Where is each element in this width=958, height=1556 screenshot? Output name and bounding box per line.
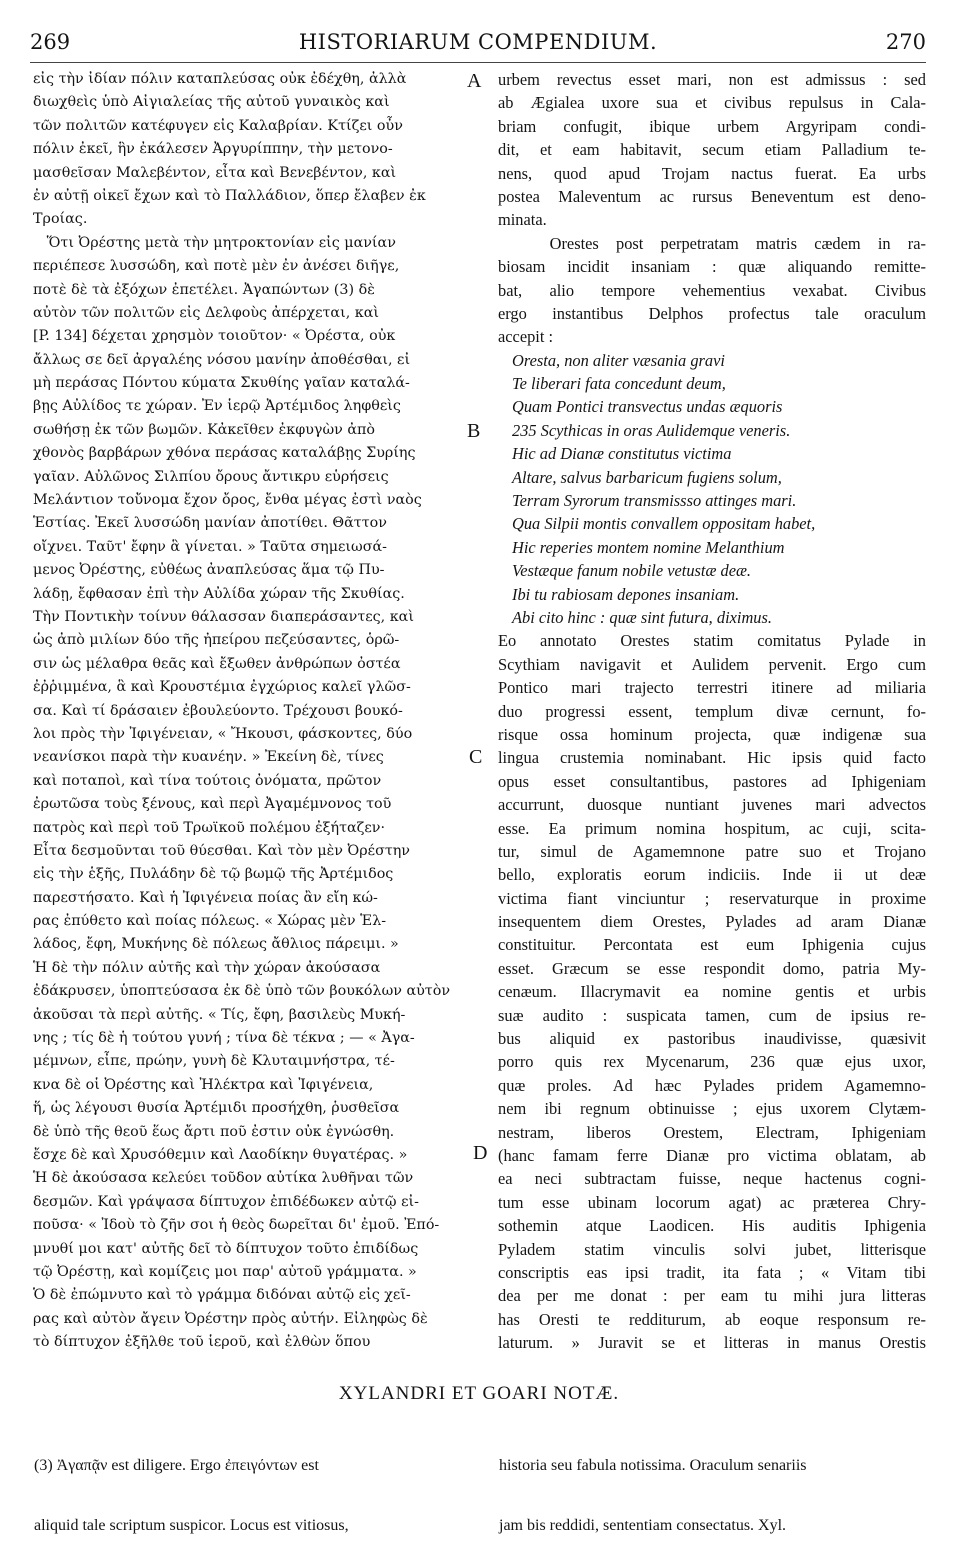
oracle-verse-line: Ibi tu rabiosam depones insaniam. — [512, 584, 740, 604]
oracle-verse-line: Vestæque fanum nobile vetustæ deæ. — [512, 561, 751, 581]
greek-text-line: πατρὸς καὶ περὶ τοῦ Τρωϊκοῦ πολέμου ἐξήταζεν· — [33, 819, 386, 836]
latin-text-line: risque ossa hominum projecta, quæ indigenæ sua — [498, 724, 926, 744]
greek-text-line: Εἶτα δεσμοῦνται τοῦ θύεσθαι. Καὶ τὸν μὲν Ὀρέστην — [33, 842, 410, 859]
greek-text-line: δὲ ὑπὸ τῆς θεοῦ ἕως ἄρτι ποῦ ἐστιν οὐκ ἐγνώσθη. — [33, 1123, 395, 1140]
greek-text-line: Ἡ δὲ ἀκούσασα κελεύει τοῦδον αὐτίκα λυθῆναι τῶν — [33, 1170, 414, 1187]
latin-text-line: cenæum. Illacrymavit ea nomine gentis et urbis — [498, 982, 926, 1002]
oracle-verse-line: Hic ad Dianæ constitutus victima — [512, 444, 732, 464]
greek-text-line: μενος Ὀρέστης, εὐθέως ἀναπλεύσας ἅμα τῷ Πυ- — [33, 562, 385, 579]
greek-text-line: ρας καὶ αὐτὸν ἄγειν Ὀρέστην πρὸς αὐτήν. Εἰληφὼς δὲ — [33, 1310, 428, 1327]
oracle-verse-line: Abi cito hinc : quæ sint futura, diximus. — [512, 607, 772, 627]
oracle-verse-line: Quam Pontici transvectus undas æquoris — [512, 397, 783, 417]
margin-marker-a: A — [467, 70, 482, 92]
latin-text-line: Orestes post perpetratam matris cædem in ra- — [498, 233, 926, 253]
greek-text-line: Ὁ δὲ ἐπώμνυτο καὶ τὸ γράμμα διδόναι αὐτῷ εἰς χεῖ- — [33, 1287, 411, 1304]
greek-text-line: ὡς ἀπὸ μιλίων δύο τῆς ἠπείρου πεζεύσαντες, ὁρῶ- — [33, 632, 400, 649]
greek-text-line: τῶν πολιτῶν κατέφυγεν εἰς Καλαβρίαν. Κτίζει οὖν — [33, 117, 403, 134]
greek-text-line: λάδῃ, ἔφθασαν ἐπὶ τὴν Αὐλίδα χώραν τῆς Σκυθίας. — [33, 585, 405, 602]
greek-text-line: δεσμῶν. Καὶ γράψασα δίπτυχον ἐπιδέδωκεν αὐτῷ εἰ- — [33, 1193, 419, 1210]
latin-text-line: Scythiam navigavit et Aulidem pervenit. Ergo cum — [498, 654, 926, 674]
greek-text-line: Ὅτι Ὀρέστης μετὰ τὴν μητροκτονίαν εἰς μανίαν — [33, 234, 396, 251]
greek-text-line: σωθήσῃ ἐκ τῶν βωμῶν. Κἀκεῖθεν ἐκφυγὼν ἀπὸ — [33, 421, 376, 438]
latin-text-line: nestram, liberos Orestem, Electram, Iphigeniam — [498, 1122, 926, 1142]
latin-text-line: Pontico mari trajecto terrestri itinere ad miliaria — [498, 678, 926, 698]
greek-text-line: ἐῤῥιμμένα, ἃ καὶ Κρουστέμια ἐγχώριος καλεῖ γλῶσ- — [33, 679, 411, 696]
greek-text-line: σιν ὡς μέλαθρα θεᾶς καὶ ἔξωθεν ἀνθρώπων ὀστέα — [33, 655, 401, 672]
note-line: aliquid tale scriptum suspicor. Locus est vitiosus, — [34, 1517, 349, 1534]
latin-text-line: opus esset consultantibus, pastores ad Iphigeniam — [498, 771, 926, 791]
greek-text-line: ἀκοῦσαι τὰ περὶ αὐτῆς. « Τίς, ἔφη, βασιλεὺς Μυκή- — [33, 1006, 406, 1023]
greek-text-line: ποτὲ δὲ τὰ ἐξόχων ἐπετέλει. Ἀγαπώντων (3) δὲ — [33, 281, 375, 298]
greek-text-line: Ἡ δὲ τὴν πόλιν αὐτῆς καὶ τὴν χώραν ἀκούσασα — [33, 959, 381, 976]
greek-text-line: μὴ περάσας Πόντου κύματα Σκυθίης γαῖαν καταλά- — [33, 375, 410, 392]
latin-text-line: victima fiant vinciuntur ; reservaturque in proxime — [498, 888, 926, 908]
greek-text-line: νης ; τίς δὲ ἡ τούτου γυνή ; τίνα δὲ τέκνα ; — « Ἀγα- — [33, 1030, 415, 1047]
latin-text-line: tum esse ubinam locorum agat) ac præterea Chry- — [498, 1192, 926, 1212]
latin-text-line: bus aliquid ex pastoribus inaudivisse, quæsivit — [498, 1029, 926, 1049]
latin-text-line: nens, quod apud Trojam nactus fuerat. Ea urbs — [498, 163, 926, 183]
greek-text-line: μέμνων, εἶπε, πρώην, γυνὴ δὲ Κλυταιμνήστρα, τέ- — [33, 1053, 395, 1070]
latin-text-line: laturum. » Juravit se et litteras in manus Orestis — [498, 1333, 926, 1353]
latin-text-line: ea neci subtractam fuisse, neque hactenus cogni- — [498, 1169, 926, 1189]
greek-text-line: [P. 134] δέχεται χρησμὸν τοιοῦτον· « Ὀρέστα, οὐκ — [33, 328, 396, 345]
notes-right-column — [499, 1416, 927, 1556]
latin-text-line: sothemin atque Laodicen. His auditis Iphigenia — [498, 1216, 926, 1236]
oracle-verse-line: Terram Syrorum transmissso attinges mari. — [512, 491, 797, 511]
oracle-verse-line: 235 Scythicas in oras Aulidemque veneris. — [512, 420, 791, 440]
greek-column — [33, 68, 488, 1354]
margin-marker-d: D — [473, 1142, 488, 1164]
oracle-verse-line: Qua Silpii montis convallem oppositam habet, — [512, 514, 816, 534]
greek-text-line: κνα δὲ οἱ Ὀρέστης καὶ Ἠλέκτρα καὶ Ἰφιγένεια, — [33, 1076, 374, 1093]
latin-text-line: nem ibi regnum obtinuisse ; ejus uxorem Clytæm- — [498, 1099, 926, 1119]
notes-left-column — [34, 1416, 479, 1556]
greek-text-line: λοι πρὸς τὴν Ἰφιγένειαν, « Ἤκουσι, φάσκοντες, δύο — [33, 725, 413, 742]
greek-text-line: τῷ Ὀρέστῃ, καὶ κομίζεις μοι παρ' αὐτοῦ γράμματα. » — [33, 1263, 417, 1280]
oracle-verse-line: Te liberari fata concedunt deum, — [512, 374, 726, 394]
latin-text-line: constituitur. Percontata est eum Iphigenia cujus — [498, 935, 926, 955]
greek-text-line: γαῖαν. Αὐλῶνος Σιλπίου ὄρους ἄντικρυ εὑρήσεις — [33, 468, 389, 485]
latin-text-line: accepit : — [498, 327, 554, 347]
latin-text-line: minata. — [498, 210, 547, 230]
greek-text-line: εἰς τὴν ἑξῆς, Πυλάδην δὲ τῷ βωμῷ τῆς Ἀρτέμιδος — [33, 866, 394, 883]
greek-text-line: ρας ἐπύθετο καὶ ποίας πόλεως. « Χώρας μὲν Ἑλ- — [33, 913, 387, 930]
greek-text-line: μασθεῖσαν Μαλεβέντον, εἶτα καὶ Βενεβέντον, καὶ — [33, 164, 397, 181]
oracle-verse-line: Altare, salvus barbaricum fugiens solum, — [512, 467, 782, 487]
greek-text-line: περιέπεσε λυσσώδη, καὶ ποτὲ μὲν ἐν ἀνέσει διῆγε, — [33, 258, 400, 275]
latin-text-line: suæ audito : suspicata tamen, cum de ipsius re- — [498, 1005, 926, 1025]
latin-text-line: duo progressi essent, templum divæ cernunt, fo- — [498, 701, 926, 721]
latin-text-line: bat, alio tempore vehementius vexabat. Civibus — [498, 280, 926, 300]
greek-text-line: σα. Καὶ τί δράσαιεν ἐβουλεύοντο. Τρέχουσι βουκό- — [33, 702, 403, 719]
greek-text-line: διωχθεὶς ὑπὸ Αἰγιαλείας τῆς αὐτοῦ γυναικὸς καὶ — [33, 94, 390, 111]
running-title: HISTORIARUM COMPENDIUM. — [298, 30, 658, 54]
greek-text-line: τὸ δίπτυχον ἐξῆλθε τοῦ ἱεροῦ, καὶ ἐλθὼν ὅπου — [33, 1334, 371, 1351]
greek-text-line: χθονὸς βαρβάρων χθόνα περάσας καταλάβῃς Συρίης — [33, 445, 416, 462]
greek-text-line: λάδος, ἔφη, Μυκήνης δὲ πόλεως ἄθλιος πάρειμι. » — [33, 936, 399, 953]
latin-text-line: dea per me donat : per eam tu mihi jura litteras — [498, 1286, 926, 1306]
page-number-left: 269 — [30, 30, 71, 54]
note-line: historia seu fabula notissima. Oraculum senariis — [499, 1457, 807, 1474]
latin-text-line: (hanc famam ferre Dianæ pro victima oblatam, ab — [498, 1145, 926, 1165]
greek-text-line: Τὴν Ποντικὴν τοίνυν θάλασσαν διαπεράσαντες, καὶ — [33, 608, 414, 625]
margin-marker-b: B — [467, 420, 481, 442]
greek-text-line: ἥ, ὡς λέγουσι θυσία Ἀρτέμιδι προσήχθη, ῥυσθεῖσα — [33, 1100, 400, 1117]
greek-text-line: οἴχνει. Ταῦτ' ἔφην ἃ γίνεται. » Ταῦτα σημειωσά- — [33, 538, 387, 555]
greek-text-line: ἐρωτῶσα τοὺς ξένους, καὶ περὶ Ἀγαμέμνονος τοῦ — [33, 796, 392, 813]
latin-text-line: tur, simul de Agamemnone patre suo et Trojano — [498, 841, 926, 861]
latin-text-line: insequentem diem Orestes, Pylades ad aram Dianæ — [498, 912, 926, 932]
page-number-right: 270 — [885, 30, 926, 54]
greek-text-line: καὶ ποταποὶ, καὶ τίνα τούτοις ὀνόματα, πρῶτον — [33, 772, 382, 789]
notes-title: XYLANDRI ET GOARI NOTÆ. — [338, 1383, 620, 1404]
greek-text-line: παρεστήσατο. Καὶ ἡ Ἰφιγένεια ποίας ἂν εἴη κώ- — [33, 889, 378, 906]
note-line: jam bis reddidi, sententiam consectatus. Xyl. — [499, 1517, 787, 1534]
note-line: (3) Ἀγαπᾷν est diligere. Ergo ἐπειγόντων est — [34, 1457, 319, 1474]
latin-text-line: postea Maleventum ac rursus Beneventum est deno- — [498, 186, 926, 206]
latin-text-line: lingua crustemia nominabant. Hic ipsis quid facto — [498, 748, 926, 768]
greek-text-line: Ἑστίας. Ἐκεῖ λυσσώδη μανίαν ἀποτίθει. Θᾶττον — [33, 515, 387, 532]
latin-text-line: bello, exploratis eorum indiciis. Inde ii ut deæ — [498, 865, 926, 885]
greek-text-line: πόλιν ἐκεῖ, ἣν ἐκάλεσεν Ἀργυρίππην, τὴν μετονο- — [33, 141, 393, 158]
latin-text-line: has Oresti te redditurum, ab eoque responsum re- — [498, 1309, 926, 1329]
latin-text-line: urbem revectus esset mari, non est admissus : sed — [498, 70, 926, 89]
latin-text-line: accurrunt, duosque nuntiant juvenes mari advectos — [498, 795, 926, 815]
latin-text-line: biosam incidit insaniam : quæ aliquando remitte- — [498, 257, 926, 277]
header-rule — [30, 62, 926, 63]
greek-text-line: ἐν αὐτῇ οἰκεῖ ἔχων καὶ τὸ Παλλάδιον, ὅπερ ἔλαβεν ἐκ — [33, 187, 426, 204]
latin-text-line: Pyladem statim vinculis solvi jubet, litterisque — [498, 1239, 926, 1259]
greek-text-line: ἔσχε δὲ καὶ Χρυσόθεμιν καὶ Λαοδίκην θυγατέρας. » — [33, 1146, 408, 1163]
latin-column — [498, 68, 926, 1354]
margin-marker-c: C — [469, 746, 483, 768]
latin-text-line: quæ proles. Ad hæc Pylades pridem Agamemno- — [498, 1075, 926, 1095]
greek-text-line: νεανίσκοι παρὰ τὴν κυανέην. » Ἐκείνη δὲ, τίνες — [33, 749, 384, 766]
greek-text-line: εἰς τὴν ἰδίαν πόλιν καταπλεύσας οὐκ ἐδέχθη, ἀλλὰ — [33, 71, 407, 87]
page-header — [30, 30, 926, 64]
greek-text-line: ποῦσα· « Ἰδοὺ τὸ ζῆν σοι ἡ θεὸς δωρεῖται δι' ἐμοῦ. Ἐπό- — [33, 1217, 440, 1234]
latin-text-line: conscriptis eas ipsi tradit, ita fata ; « Vitam tibi — [498, 1262, 926, 1282]
latin-text-line: ergo instantibus Delphos profectus tale oraculum — [498, 303, 926, 323]
oracle-verse-line: Oresta, non aliter væsania gravi — [512, 350, 725, 370]
greek-text-line: μνυθί μοι κατ' αὐτῆς δεῖ τὸ δίπτυχον τοῦτο ἐπιδίδως — [33, 1240, 419, 1257]
greek-text-line: βῃς Αὐλίδος τε χώραν. Ἐν ἱερῷ Ἀρτέμιδος ληφθεὶς — [33, 398, 401, 415]
latin-text-line: esset. Græcum se esse respondit domo, patria My- — [498, 958, 926, 978]
latin-text-line: ab Ægialea uxore sua et civibus repulsus in Cala- — [498, 93, 926, 113]
latin-text-line: dit, et eam habitavit, secum etiam Palladium te- — [498, 140, 926, 160]
greek-text-line: Τροίας. — [33, 211, 88, 228]
greek-text-line: Μελάντιον τοὔνομα ἔχον ὄρος, ἔνθα μέγας ἐστὶ ναὸς — [33, 492, 422, 509]
latin-text-line: porro quis rex Mycenarum, 236 quæ ejus uxor, — [498, 1052, 926, 1072]
latin-text-line: briam confugit, ibique urbem Argyripam condi- — [498, 116, 926, 136]
latin-text-line: Eo annotato Orestes statim comitatus Pylade in — [498, 631, 926, 651]
greek-text-line: αὐτὸν τῶν πολιτῶν εἰς Δελφοὺς ἀπέρχεται, καὶ — [33, 304, 379, 321]
greek-text-line: ἄλλως σε δεῖ ἀργαλέης νόσου μανίην ἀποθέσθαι, εἰ — [33, 351, 411, 368]
latin-text-line: esse. Ea primum nomina hospitum, ac cuji, scita- — [498, 818, 926, 838]
greek-text-line: ἐδάκρυσεν, ὑποπτεύσασα ἐκ δὲ ὑπὸ τῶν βουκόλων αὐτὸν — [33, 983, 451, 1000]
oracle-verse-line: Hic reperies montem nomine Melanthium — [512, 537, 785, 557]
